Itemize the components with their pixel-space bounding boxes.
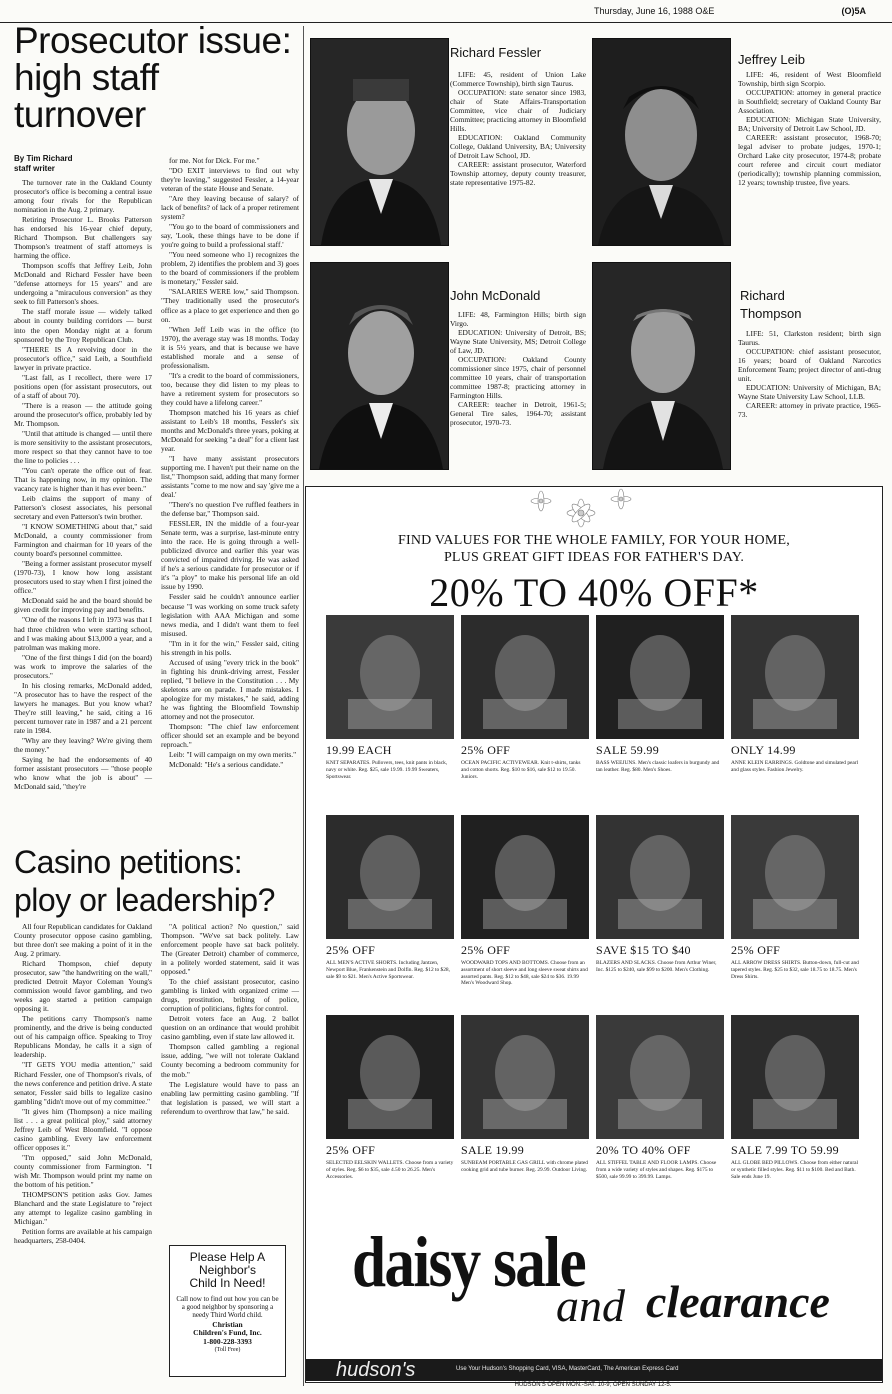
paragraph: Thompson scoffs that Jeffrey Leib, John McDonald and Richard Fessler have been "defense attorneys for 15 years" and are undergoing a "miraculous conversion" as they seek to fill Patterson's shoes. xyxy=(14,261,152,307)
paragraph: All four Republican candidates for Oakland County prosecutor oppose casino gambling, but three don't see making a point of it in the Aug. 2 primary. xyxy=(14,922,152,959)
header-date: Thursday, June 16, 1988 O&E xyxy=(594,6,715,16)
paragraph: "DO EXIT interviews to find out why they're leaving," suggested Fessler, a 14-year veteran of the state House and Senate. xyxy=(161,166,299,194)
fessler-name xyxy=(450,44,541,62)
paragraph: Leib claims the support of many of Patterson's closest associates, his personal secretary and even Patterson's twin brother. xyxy=(14,494,152,522)
paragraph: "One of the first things I did (on the board) was work to improve the salaries of the prosecutors." xyxy=(14,652,152,680)
product-item xyxy=(731,615,859,810)
portrait-figure xyxy=(593,263,730,469)
callbox-org-2: Children's Fund, Inc. xyxy=(193,1328,262,1338)
column-rule xyxy=(303,26,304,1386)
promo-clearance: clearance xyxy=(646,1276,830,1327)
bio-line: CAREER: assistant prosecutor, 1968-70; legal adviser to probate judges, 1970-1; Orchard Lake city prosecutor, 1974-8; probate court referee and circuit court mediator (periodically); township planning commission, 12 years; township trustee, five years. xyxy=(738,133,881,188)
portrait-figure xyxy=(593,39,730,245)
product-illustration xyxy=(461,615,589,739)
product-price: 25% OFF xyxy=(461,743,511,757)
paragraph: "I'm opposed," said John McDonald, county commissioner from Farmington. "I wish Mr. Thompson would print my name on the bottom of his petition." xyxy=(14,1152,152,1189)
mcdonald-bio xyxy=(450,310,586,427)
product-illustration xyxy=(731,1015,859,1139)
paragraph: "Until that attitude is changed — until there is more sensitivity to the assistant prosecutors, more respect so that they cannot have to toe the line to policies . . . xyxy=(14,428,152,465)
candidate-name: John McDonald xyxy=(450,288,541,303)
callbox-title-3: Child In Need! xyxy=(189,1276,266,1291)
product-photo xyxy=(731,615,859,739)
thompson-photo xyxy=(592,262,731,470)
product-item xyxy=(461,1015,589,1210)
story2-headline: Casino petitions: ploy or leadership? xyxy=(14,844,275,918)
product-photo xyxy=(326,615,454,739)
hudsons-footer-bar xyxy=(306,1359,882,1381)
product-photo xyxy=(326,815,454,939)
bio-line: LIFE: 51, Clarkston resident; birth sign Taurus. xyxy=(738,329,881,348)
product-photo xyxy=(596,615,724,739)
portrait-figure xyxy=(311,39,448,245)
product-description: BLAZERS AND SLACKS. Choose from Arthur Winer, Inc. $125 to $240, sale $99 to $200. Men's Clothing. xyxy=(596,960,717,973)
bio-line: OCCUPATION: Oakland County commissioner since 1975, chair of personnel committee 10 years, chair of transportation committee 1987-8; practicing attorney in Farmington Hills. xyxy=(450,355,586,401)
paragraph: "I'm in it for the win," Fessler said, citing his strength in his polls. xyxy=(161,638,299,657)
hudsons-advertisement xyxy=(305,486,883,1383)
paragraph: "SALARIES WERE low," said Thompson. "They traditionally used the prosecutor's office as a place to get experience and then go on. xyxy=(161,287,299,324)
story1-headline: Prosecutor issue: high staff turnover xyxy=(14,20,292,135)
story2-column-2 xyxy=(161,922,299,1117)
paragraph: "There is a reason — the attitude going around the prosecutor's office, probably led by Mr. Thompson. xyxy=(14,400,152,428)
paragraph: "I have many assistant prosecutors supporting me. I haven't put their name on the list," Thompson said, adding that many former assistants "come to me now and say 'give me a deal.' xyxy=(161,454,299,500)
bio-line: EDUCATION: University of Detroit, BS; Wayne State University, MS; Detroit College of Law, JD. xyxy=(450,328,586,356)
product-photo xyxy=(596,815,724,939)
product-price: 25% OFF xyxy=(461,943,511,957)
product-illustration xyxy=(731,615,859,739)
product-price: SALE 7.99 TO 59.99 xyxy=(731,1143,839,1157)
promo-daisy-sale: daisy sale xyxy=(352,1222,585,1302)
bio-line: OCCUPATION: chief assistant prosecutor, 16 years; board of Oakland Narcotics Enforcement Team; project director of anti-drug unit. xyxy=(738,347,881,384)
callbox-org-1: Christian xyxy=(212,1319,243,1329)
page-number: (O)5A xyxy=(841,6,866,16)
portrait-figure xyxy=(311,263,448,469)
paragraph: Fessler said he couldn't announce earlier because "I was working on some truck safety legislation with AAA Michigan and some news media, and I didn't want them to feel misused. xyxy=(161,592,299,638)
ad-headline-line-1: FIND VALUES FOR THE WHOLE FAMILY, FOR YOUR HOME, xyxy=(398,533,790,548)
paragraph: FESSLER, IN the middle of a four-year Senate term, was a surprise, last-minute entry into the race. He is going through a well-publicized divorce and earlier this year was convicted of impaired driving. He was asked if he's a serious candidate for prosecutor or if it's "a ploy" to make his personal life an old issue by 1990. xyxy=(161,519,299,592)
paragraph: The petitions carry Thompson's name prominently, and the drive is being conducted out of his campaign office. Speaking to Troy Republicans Monday, he calls it a sign of leadership. xyxy=(14,1014,152,1060)
product-photo xyxy=(461,815,589,939)
story1-byline xyxy=(14,154,73,173)
product-price: 25% OFF xyxy=(326,943,376,957)
product-item xyxy=(596,815,724,1010)
product-item xyxy=(461,615,589,810)
bio-line: CAREER: assistant prosecutor, Waterford Township attorney, deputy county treasurer, state representative 1975-82. xyxy=(450,160,586,188)
bio-line: LIFE: 46, resident of West Bloomfield Township, birth sign Scorpio. xyxy=(738,70,881,89)
paragraph: Leib: "I will campaign on my own merits." xyxy=(169,750,297,759)
promo-and: and xyxy=(556,1280,625,1331)
callbox-title-2: Neighbor's xyxy=(199,1263,256,1278)
paragraph: Thompson: "The chief law enforcement officer should set an example and be beyond reproach." xyxy=(161,721,299,749)
story1-column-1 xyxy=(14,178,152,792)
paragraph: "Are they leaving because of salary? of lack of benefits? of lack of a proper retirement system? xyxy=(161,194,299,222)
paragraph: "THERE IS A revolving door in the prosecutor's office," said Leib, a Southfield lawyer in private practice. xyxy=(14,344,152,372)
paragraph: "When Jeff Leib was in the office (to 1970), the average stay was 18 months. Today it is 5½ years, and that is because we have established morale and a sense of professionalism. xyxy=(161,324,299,370)
product-price: SALE 59.99 xyxy=(596,743,659,757)
product-illustration xyxy=(731,815,859,939)
bio-line: LIFE: 45, resident of Union Lake (Commerce Township), birth sign Taurus. xyxy=(450,70,586,89)
product-photo xyxy=(461,615,589,739)
leib-photo xyxy=(592,38,731,246)
paragraph: Thompson called gambling a regional issue, adding, "we will not tolerate Oakland County becoming a bedroom community for the mob." xyxy=(161,1042,299,1079)
product-description: ALL MEN'S ACTIVE SHORTS. Including Jantzen, Newport Blue, Frankenstein and Dolfin. Reg. $12 to $28, sale $9 to $21. Men's Active Sportswear. xyxy=(326,960,450,980)
paragraph: Accused of using "every trick in the book" in fighting his drunk-driving arrest, Fessler replied, "I believe in the Constitution . . . My skeletons are on parade. I made mistakes. I apologize for my mistakes," he said, adding he was fighting the Bloomfield Township attorney and not the prosecutor. xyxy=(161,657,299,721)
product-illustration xyxy=(596,815,724,939)
product-illustration xyxy=(596,1015,724,1139)
thompson-name xyxy=(740,287,840,323)
paragraph: McDonald: "He's a serious candidate." xyxy=(169,760,284,770)
paragraph: Detroit voters face an Aug. 2 ballot question on an ordinance that would prohibit casino gambling, even if state law allowed it. xyxy=(161,1014,299,1042)
product-description: ALL STIFFEL TABLE AND FLOOR LAMPS. Choose from a wide variety of styles and shapes. Reg. $175 to $500, sale 99.99 to 399.99. Lamps. xyxy=(596,1160,717,1180)
product-price: SAVE $15 TO $40 xyxy=(596,943,691,957)
candidate-name: Richard Thompson xyxy=(740,288,802,321)
byline-author: By Tim Richard xyxy=(14,154,73,163)
product-item xyxy=(596,615,724,810)
callbox-tollfree: (Toll Free) xyxy=(214,1346,241,1353)
product-item xyxy=(731,815,859,1010)
ad-headline-line-2: PLUS GREAT GIFT IDEAS FOR FATHER'S DAY. xyxy=(443,549,745,565)
paragraph: The staff morale issue — widely talked about in county building corridors — burst into the open Monday night at a forum sponsored by the Troy Republican Club. xyxy=(14,307,152,344)
product-photo xyxy=(461,1015,589,1139)
paragraph: Richard Thompson, chief deputy prosecutor, saw "the handwriting on the wall," predicted Detroit Mayor Coleman Young's commission would favor gambling, and two weeks ago started a petition campaign opposing it. xyxy=(14,959,152,1014)
callbox-body: Call now to find out how you can be a good neighbor by sponsoring a needy Third World child. xyxy=(176,1294,279,1319)
story1-column-2 xyxy=(161,156,299,770)
byline-role: staff writer xyxy=(14,163,55,173)
product-price: SALE 19.99 xyxy=(461,1143,524,1157)
paragraph: "IT GETS YOU media attention," said Richard Fessler, one of Thompson's rivals, of the news conference and petition drive. A state senator, Fessler said bills to legalize casino gambling "didn't move out of my committee." xyxy=(14,1060,152,1106)
product-illustration xyxy=(326,1015,454,1139)
product-item xyxy=(326,1015,454,1210)
paragraph: "You go to the board of commissioners and say, 'Look, these things have to be done if you're going to build a professional staff.' xyxy=(161,222,299,250)
product-item xyxy=(326,615,454,810)
thompson-bio xyxy=(738,329,881,419)
paragraph: "It gives him (Thompson) a nice mailing list . . . a great political ploy," said attorney Jeffrey Leib of West Bloomfield. "I oppose casino gambling. Every law enforcement officer opposes it." xyxy=(14,1106,152,1152)
paragraph: "A political action? No question," said Thompson. "We've sat back politely. Law enforcement people have sat back politely. The (Greater Detroit) chamber of commerce, in a politely worded statement, said it was opposed." xyxy=(161,922,299,977)
story2-column-1 xyxy=(14,922,152,1246)
product-illustration xyxy=(596,615,724,739)
paragraph: "Why are they leaving? We're giving them the money." xyxy=(14,735,152,754)
paragraph: "You can't operate the office out of fear. That is happening now, in my opinion. The vacancy rate is higher than it has ever been." xyxy=(14,465,152,494)
product-description: OCEAN PACIFIC ACTIVEWEAR. Knit t-shirts, tanks and cotton shorts. Reg. $10 to $16, sale $12 to 19.50. Juniors. xyxy=(461,760,581,780)
bio-line: OCCUPATION: attorney in general practice in Southfield; secretary of Oakland County Bar Association. xyxy=(738,88,881,116)
product-illustration xyxy=(326,615,454,739)
paragraph: Petition forms are available at his campaign headquarters, 258-0404. xyxy=(14,1227,152,1246)
product-photo xyxy=(596,1015,724,1139)
product-description: ALL ARROW DRESS SHIRTS. Button-down, full-cut and tapered styles. Reg. $25 to $32, sale 18.75 to 18.75. Men's Dress Shirts. xyxy=(731,960,859,980)
store-payment: Use Your Hudson's Shopping Card, VISA, MasterCard, The American Express Card xyxy=(456,1366,679,1372)
paragraph: McDonald said he and the board should be given credit for improving pay and benefits. xyxy=(14,596,152,615)
bio-line: EDUCATION: Oakland Community College, Oakland University, BA; University of Detroit Law School, JD. xyxy=(450,133,586,161)
bio-line: CAREER: teacher in Detroit, 1961-5; General Tire sales, 1964-70; assistant prosecutor, 1970-73. xyxy=(450,400,586,428)
callbox-title-1: Please Help A xyxy=(189,1250,266,1264)
product-item xyxy=(596,1015,724,1210)
christian-childrens-fund-ad xyxy=(169,1245,286,1377)
mcdonald-photo xyxy=(310,262,449,470)
product-description: KNIT SEPARATES. Pullovers, tees, knit pants in black, navy or white. Reg. $25, sale 19.99. 19.99 Sweaters, Sportswear. xyxy=(326,760,448,780)
bio-line: EDUCATION: Michigan State University, BA; University of Detroit Law School, JD. xyxy=(738,115,881,134)
leib-name xyxy=(738,51,805,69)
bio-line: OCCUPATION: state senator since 1983, chair of State Affairs-Transportation Committee, vice chair of Judiciary Committee; practicing attorney in Bloomfield Hills. xyxy=(450,88,586,134)
paragraph: Thompson matched his 16 years as chief assistant to Leib's 18 months, Fessler's six months and McDonald's three years, poking at McDonald for seeking "a deal" for a client last year. xyxy=(161,407,299,453)
paragraph: Retiring Prosecutor L. Brooks Patterson has endorsed his 16-year chief deputy, Richard Thompson. But challengers say Thompson's treatment of staff attorneys is harming the office. xyxy=(14,215,152,261)
store-hours: HUDSON'S OPEN MON.-SAT. 10-9; OPEN SUNDAY 12-5. xyxy=(514,1382,672,1388)
paragraph: "There's no question I've ruffled feathers in the defense bar," Thompson said. xyxy=(161,500,299,519)
paragraph: The turnover rate in the Oakland County prosecutor's office is becoming a central issue among four rivals for the Republican nomination in the Aug. 2 primary. xyxy=(14,178,152,215)
product-description: BASS WEEJUNS. Men's classic loafers in burgundy and tan leather. Reg. $80. Men's Shoes. xyxy=(596,760,720,773)
paragraph: "Being a former assistant prosecutor myself (1970-73), I know how long assistant prosecutors used to stay when I first joined the office." xyxy=(14,559,152,596)
bio-line: CAREER: attorney in private practice, 1965-73. xyxy=(738,401,881,420)
paragraph: To the chief assistant prosecutor, casino gambling is linked with organized crime — drugs, prostitution, bribing of police, corruption of politicians, fights for control. xyxy=(161,977,299,1014)
product-illustration xyxy=(326,815,454,939)
product-price: 19.99 EACH xyxy=(326,743,392,757)
paragraph: for me. Not for Dick. For me." xyxy=(169,156,260,165)
bio-line: EDUCATION: University of Michigan, BA; Wayne State University Law School, LLB. xyxy=(738,383,881,402)
paragraph: In his closing remarks, McDonald added, "A prosecutor has to have the respect of the lawyers he manages. But you know what? They're still leaving," he said, citing a 16 percent turnover rate in 1987 and a 21 percent rate in 1984. xyxy=(14,680,152,735)
paragraph: "Last fall, as I recollect, there were 17 positions open (for assistant prosecutors, out of a staff of about 70). xyxy=(14,372,152,400)
callbox-phone: 1-800-228-3393 xyxy=(203,1336,252,1346)
paragraph: "One of the reasons I left in 1973 was that I had three children who were starting school, and I was making about $13,000 a year, and a patrolman was making more. xyxy=(14,615,152,652)
product-photo xyxy=(326,1015,454,1139)
product-price: ONLY 14.99 xyxy=(731,743,796,757)
paragraph: "You need someone who 1) recognizes the problem, 2) identifies the problem and 3) goes to the board of commissioners if the problem is monetary," Fessler said. xyxy=(161,250,299,287)
product-description: SUNBEAM PORTABLE GAS GRILL with chrome plated cooking grid and tube burner. Reg. 29.99. Outdoor Living. xyxy=(461,1160,588,1173)
product-price: 25% OFF xyxy=(326,1143,376,1157)
leib-bio xyxy=(738,70,881,187)
paragraph: Saying he had the endorsements of 40 former assistant prosecutors — "those people who know what the job is about" — McDonald said, "they're xyxy=(14,754,152,792)
paragraph: "It's a credit to the board of commissioners, too, because they did listen to my pleas to have a retirement system for prosecutors so they could have a lifelong career." xyxy=(161,370,299,407)
store-logo: hudson's xyxy=(336,1359,416,1381)
candidate-name: Richard Fessler xyxy=(450,45,542,60)
paragraph: The Legislature would have to pass an enabling law permitting casino gambling. "If that legislation is passed, we will start a referendum to overthrow that law," he said. xyxy=(161,1079,299,1116)
product-illustration xyxy=(461,1015,589,1139)
fessler-photo xyxy=(310,38,449,246)
product-price: 25% OFF xyxy=(731,943,781,957)
paragraph: "I KNOW SOMETHING about that," said McDonald, a county commissioner from Farmington and chairman for 10 years of the county board's personnel committee. xyxy=(14,522,152,559)
mcdonald-name xyxy=(450,287,540,305)
daisy-sale-banner xyxy=(346,1221,866,1361)
product-item xyxy=(326,815,454,1010)
product-illustration xyxy=(461,815,589,939)
ad-big-offer: 20% TO 40% OFF* xyxy=(429,570,759,615)
product-item xyxy=(461,815,589,1010)
product-photo xyxy=(731,815,859,939)
product-description: SELECTED EELSKIN WALLETS. Choose from a variety of styles. Reg. $6 to $35, sale 4.50 to 26.25. Men's Accessories. xyxy=(326,1160,454,1180)
fessler-bio xyxy=(450,70,586,187)
product-description: WOODWARD TOPS AND BOTTOMS. Choose from an assortment of short sleeve and long sleeve sweat shirts and assorted pants. Reg. $12 to $48, sale $24 to $36. 19.99 Men's Woodward Shop. xyxy=(461,960,588,987)
product-description: ANNE KLEIN EARRINGS. Goldtone and simulated pearl and glass styles. Fashion Jewelry. xyxy=(731,760,859,773)
paragraph: THOMPSON'S petition asks Gov. James Blanchard and the state Legislature to "reject any attempt to legalize casino gambling in Michigan." xyxy=(14,1189,152,1226)
candidate-name: Jeffrey Leib xyxy=(738,52,805,67)
product-price: 20% TO 40% OFF xyxy=(596,1143,691,1157)
bio-line: LIFE: 48, Farmington Hills; birth sign Virgo. xyxy=(450,310,586,329)
product-photo xyxy=(731,1015,859,1139)
product-item xyxy=(731,1015,859,1210)
product-description: ALL GLOBE BED PILLOWS. Choose from either natural or synthetic filled styles. Reg. $11 to $100. Bed and Bath. Sale ends June 19. xyxy=(731,1160,859,1180)
